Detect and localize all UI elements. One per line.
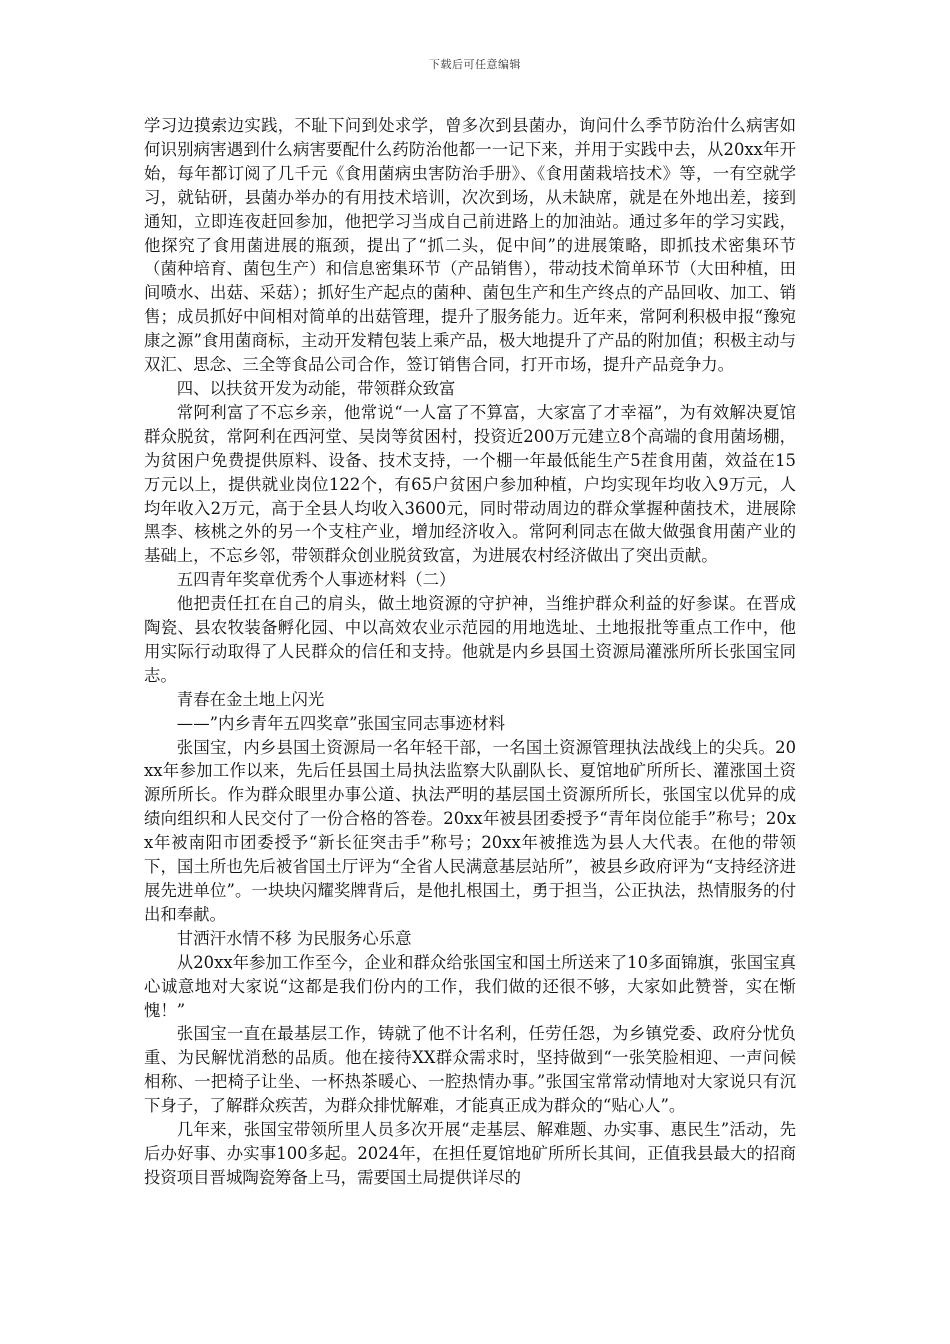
article-byline: ——”内乡青年五四奖章”张国宝同志事迹材料 — [176, 713, 505, 733]
page-header: 下载后可任意编辑 — [429, 58, 521, 71]
paragraph-banners: 从20xx年参加工作至今，企业和群众给张国宝和国土所送来了10多面锦旗，张国宝真心诚意地对大家说“这都是我们份内的工作，我们做的还很不够，大家如此赞誉，实在惭愧！” — [144, 952, 796, 1020]
paragraph-poverty: 常阿利富了不忘乡亲，他常说“一人富了不算富，大家富了才幸福”，为有效解决夏馆群众脱贫，常阿利在西河堂、吴岗等贫困村，投资近200万元建立8个高端的食用菌场棚，为贫困户免费提供原料、设备、技术支持，一个棚一年最低能生产5茬食用菌，效益在15万元以上，提供就业岗位122个，有65户贫困户参加种植，户均实现年均收入9万元，人均年收入2万元，高于全县人均收入3600元，同时带动周边的群众掌握种菌技术，进展除黑李、核桃之外的另一个支柱产业，增加经济收入。常阿利同志在做大做强食用菌产业的基础上，不忘乡邻，带领群众创业脱贫致富，为进展农村经济做出了突出贡献。 — [144, 402, 796, 566]
document-subtitle-two: 五四青年奖章优秀个人事迹材料（二） — [176, 570, 456, 590]
article-title: 青春在金土地上闪光 — [176, 689, 325, 709]
paragraph-continued-intro: 学习边摸索边实践，不耻下问到处求学，曾多次到县菌办，询问什么季节防治什么病害如何识别病害遇到什么病害要配什么药防治他都一一记下来，并用于实践中去，从20xx年开始，每年都订阅了几千元《食用菌病虫害防治手册》、《食用菌栽培技术》等，一有空就学习，就钻研，县菌办举办的有用技术培训，次次到场，从未缺席，就是在外地出差，接到通知，立即连夜赶回参加，他把学习当成自己前进路上的加油站。通过多年的学习实践，他探究了食用菌进展的瓶颈，提出了“抓二头，促中间”的进展策略，即抓技术密集环节（菌种培育、菌包生产）和信息密集环节（产品销售），带动技术简单环节（大田种植，田间喷水、出菇、采菇）；抓好生产起点的菌种、菌包生产和生产终点的产品回收、加工、销售；成员抓好中间相对简单的出菇管理，提升了服务能力。近年来，常阿利积极申报“豫宛康之源”食用菌商标，主动开发精包装上乘产品，极大地提升了产品的附加值；积极主动与双汇、思念、三全等食品公司合作，签订销售合同，打开市场，提升产品竞争力。 — [144, 116, 796, 375]
section-heading-service: 甘洒汗水情不移 为民服务心乐意 — [176, 928, 412, 948]
paragraph-zhang-profile: 张国宝，内乡县国土资源局一名年轻干部，一名国土资源管理执法战线上的尖兵。20xx年参加工作以来，先后任县国土局执法监察大队副队长、夏馆地矿所所长、灌涨国土资源所所长。作为群众眼里办事公道、执法严明的基层国土资源所所长，张国宝以优异的成绩向组织和人民交付了一份合格的答卷。20xx年被县团委授予“青年岗位能手”称号；20xx年被南阳市团委授予“新长征突击手”称号；20xx年被推选为县人大代表。在他的带领下，国土所也先后被省国土厅评为“全省人民满意基层站所”，被县乡政府评为“支持经济进展先进单位”。一块块闪耀奖牌背后，是他扎根国土，勇于担当，公正执法，热情服务的付出和奉献。 — [144, 737, 796, 924]
paragraph-grassroots: 张国宝一直在最基层工作，铸就了他不计名利，任劳任怨，为乡镇党委、政府分忧负重、为民解忧消愁的品质。他在接待XX群众需求时，坚持做到“一张笑脸相迎、一声问候相称、一把椅子让坐、一杯热茶暖心、一腔热情办事。”张国宝常常动情地对大家说只有沉下身子，了解群众疾苦，为群众排忧解难，才能真正成为群众的“贴心人”。 — [144, 1024, 796, 1116]
section-heading-poverty: 四、以扶贫开发为动能，带领群众致富 — [176, 378, 456, 398]
document-body — [144, 114, 796, 1190]
paragraph-intro-zhang: 他把责任扛在自己的肩头，做土地资源的守护神，当维护群众利益的好参谋。在晋成陶瓷、县农牧装备孵化园、中以高效农业示范园的用地选址、土地报批等重点工作中，他用实际行动取得了人民群众的信任和支持。他就是内乡县国土资源局灌涨所所长张国宝同志。 — [144, 594, 796, 685]
paragraph-activities: 几年来，张国宝带领所里人员多次开展“走基层、解难题、办实事、惠民生”活动，先后办好事、办实事100多起。2024年，在担任夏馆地矿所所长其间，正值我县最大的招商投资项目晋城陶瓷筹备上马，需要国土局提供详尽的 — [144, 1120, 796, 1187]
